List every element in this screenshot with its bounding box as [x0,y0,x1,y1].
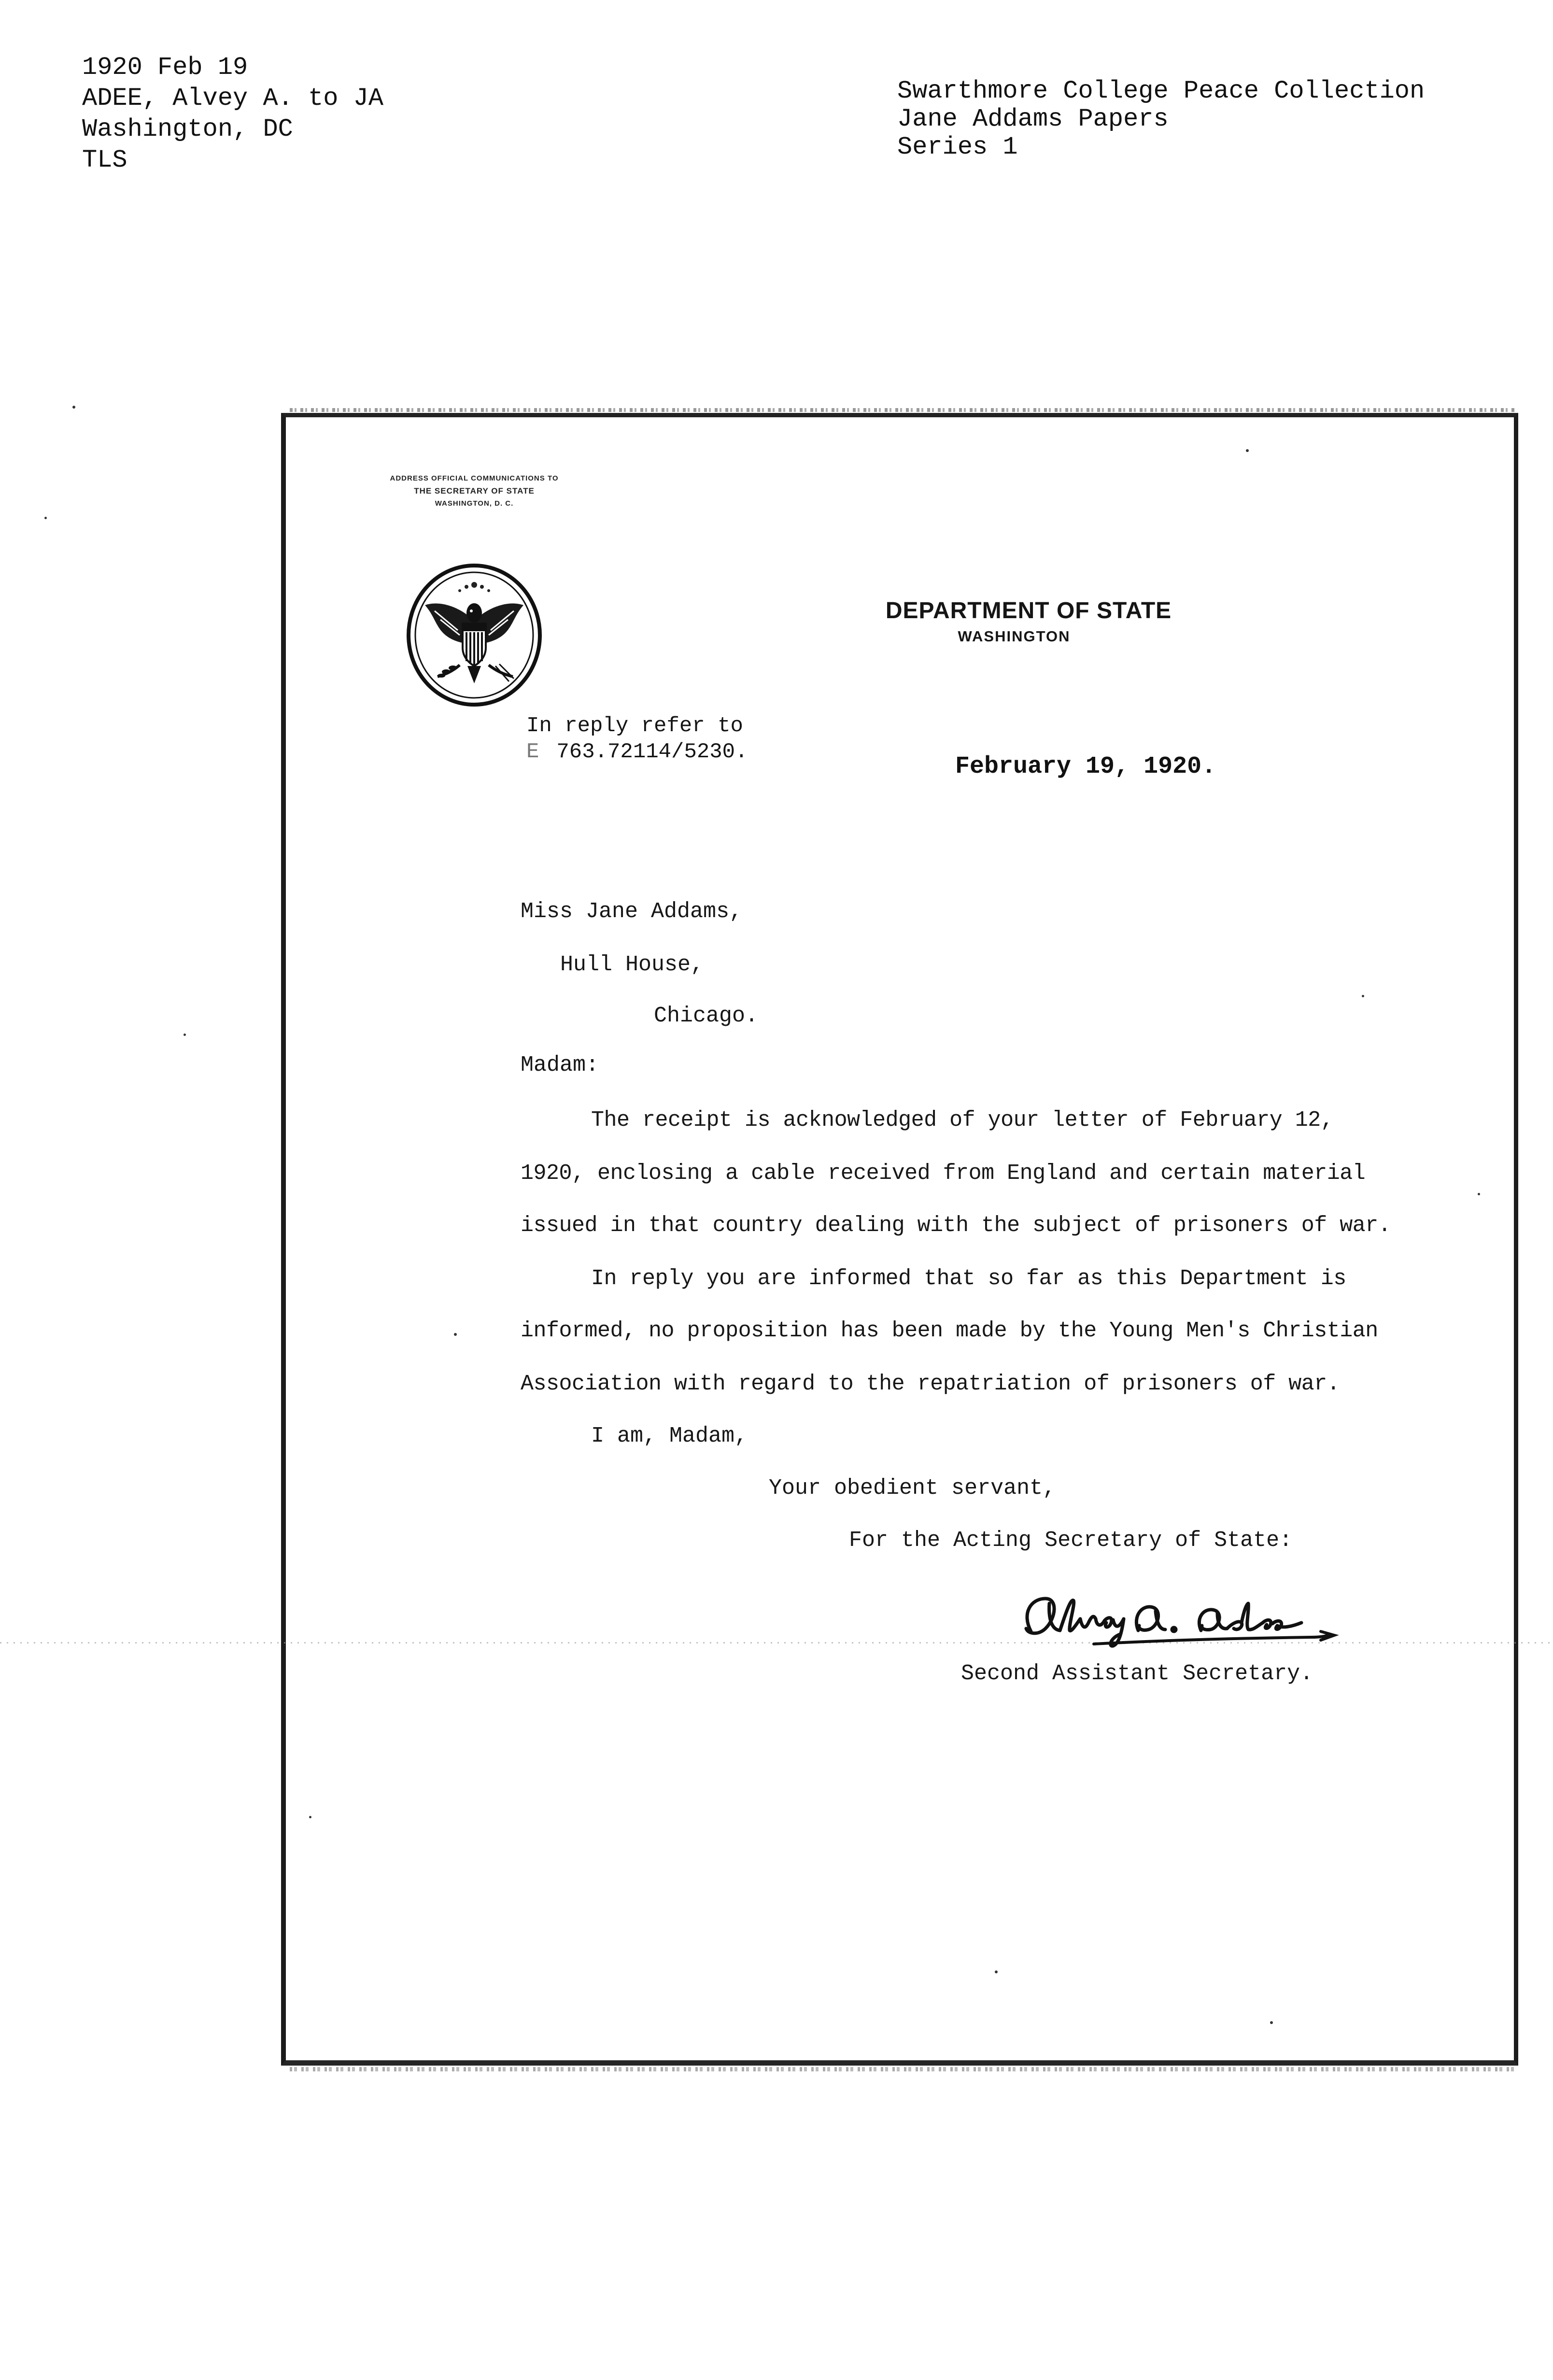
scan-speck [1246,449,1249,452]
scan-speck [1270,2021,1273,2024]
body-line: issued in that country dealing with the subject of prisoners of war. [521,1213,1391,1238]
archive-date: 1920 Feb 19 [82,53,248,82]
archive-header-left [82,52,383,176]
address-note-line: WASHINGTON, D. C. [435,499,514,508]
reply-reference-label: In reply refer to [526,714,743,738]
scan-speck [454,1333,457,1336]
address-note [344,472,605,510]
archive-collection: Swarthmore College Peace Collection [897,77,1425,105]
handwritten-signature [1012,1584,1369,1657]
reply-reference [526,713,748,765]
scan-speck [1362,995,1364,997]
scan-speck [72,406,75,409]
scan-speck [309,1816,311,1818]
scan-speck [184,1034,186,1036]
address-note-line: THE SECRETARY OF STATE [414,486,535,496]
scan-speck [1478,1193,1480,1195]
great-seal-eagle-icon [406,563,543,708]
salutation: Madam: [521,1053,599,1077]
body-line: Association with regard to the repatriation of prisoners of war. [521,1372,1340,1396]
body-line: In reply you are informed that so far as this Department is [591,1266,1346,1291]
sheet-edge-top [290,408,1516,412]
recipient-name: Miss Jane Addams, [521,899,743,924]
scan-speck [995,1970,998,1973]
archive-series: Series 1 [897,133,1018,161]
archive-doc-type: TLS [82,146,127,174]
signer-title: Second Assistant Secretary. [961,1661,1313,1686]
department-name: DEPARTMENT OF STATE [885,598,1172,623]
sheet-edge-bottom [290,2067,1516,2071]
archive-correspondents: ADEE, Alvey A. to JA [82,84,384,113]
reply-reference-number-line [526,739,748,765]
recipient-house: Hull House, [560,952,704,977]
reply-reference-mark: E [526,740,539,764]
scan-speck [44,517,47,519]
archive-header-right [897,77,1425,161]
body-line: The receipt is acknowledged of your letter of February 12, [591,1108,1334,1133]
signing-for: For the Acting Secretary of State: [849,1528,1293,1553]
address-note-line: ADDRESS OFFICIAL COMMUNICATIONS TO [390,474,559,482]
letter-date: February 19, 1920. [955,753,1216,780]
body-line: informed, no proposition has been made by the Young Men's Christian [521,1318,1378,1343]
department-heading [874,596,1183,648]
body-line: 1920, enclosing a cable received from England and certain material [521,1161,1366,1186]
closing-line: I am, Madam, [591,1424,748,1448]
archive-place: Washington, DC [82,115,293,143]
valediction: Your obedient servant, [769,1476,1056,1501]
recipient-city: Chicago. [654,1004,759,1028]
department-city: WASHINGTON [958,628,1071,645]
reply-reference-number: 763.72114/5230. [556,740,748,764]
archive-papers: Jane Addams Papers [897,105,1169,133]
